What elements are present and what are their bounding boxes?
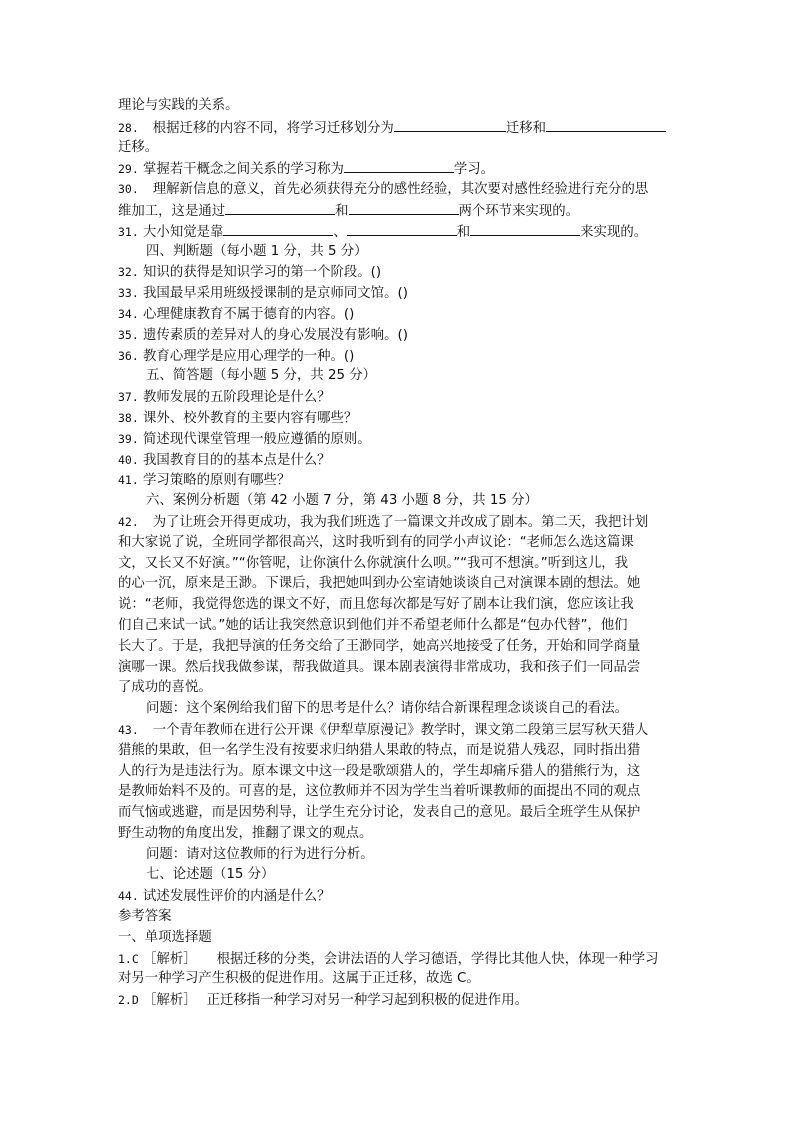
analysis-tag: ［解析］ (143, 993, 197, 1009)
question-31 (118, 221, 678, 242)
question-number: 31. (118, 224, 139, 239)
question-32 (118, 262, 678, 283)
case-42-line: 了成功的喜悦。 (118, 680, 212, 696)
case-42-line: 和大家说了说，全班同学都很高兴，这时我听到有的同学小声议论：“老师怎么选这篇课 (118, 534, 634, 550)
question-33 (118, 283, 678, 304)
question-44 (118, 886, 678, 907)
analysis-tag: ［解析］ (143, 951, 197, 967)
document-page (118, 96, 678, 1011)
answer-blank[interactable] (344, 158, 454, 173)
case-42-line: 文，又长又不好演。”“你管呢，让你演什么你就演什么呗。”“我可不想演。”听到这儿，我 (118, 555, 629, 571)
question-text: 根据迁移的内容不同，将学习迁移划分为 (152, 120, 394, 136)
question-number: 38. (118, 410, 139, 425)
question-number: 33. (118, 286, 139, 301)
question-39 (118, 429, 678, 450)
question-text: 学习策略的原则有哪些？ (143, 473, 291, 489)
answer-blank[interactable] (349, 200, 459, 215)
question-text: 课外、校外教育的主要内容有哪些？ (143, 410, 358, 426)
answer-1-cont: 对另一种学习产生积极的促进作用。这属于正迁移，故选 C。 (118, 971, 480, 987)
answer-blank[interactable] (546, 117, 666, 132)
answer-blank[interactable] (470, 221, 580, 236)
case-text: 为了让班会开得更成功，我为我们班选了一篇课文并改成了剧本。第二天，我把计划 (152, 514, 649, 530)
question-number: 40. (118, 452, 139, 467)
question-38 (118, 408, 678, 429)
continuation-line (118, 96, 678, 117)
answer-blank[interactable] (223, 221, 333, 236)
answer-text: 根据迁移的分类，会讲法语的人学习德语，学得比其他人快，体现一种学习 (216, 951, 659, 967)
case-42-line: 的心一沉，原来是王渺。下课后，我把她叫到办公室请她谈谈自己对演课本剧的想法。她 (118, 576, 641, 592)
question-number: 32. (118, 265, 139, 280)
answer-number: 1.C (118, 951, 139, 966)
question-29 (118, 158, 678, 179)
text: 理论与实践的关系。 (118, 98, 239, 113)
answers-section-title: 一、单项选择题 (118, 929, 212, 945)
question-30-cont (118, 200, 678, 221)
case-43-line: 人的行为是违法行为。原本课文中这一段是歌颂猎人的，学生却痛斥猎人的猎熊行为，这 (118, 763, 641, 779)
question-35 (118, 325, 678, 346)
question-number: 44. (118, 889, 139, 904)
case-43-line: 猎熊的果敢，但一名学生没有按要求归纳猎人果敢的特点，而是说猎人残忍，同时指出猎 (118, 742, 641, 758)
question-text: 和 (456, 224, 471, 240)
answer-2 (118, 990, 678, 1011)
question-text: 学习。 (453, 162, 495, 178)
question-text: 知识的获得是知识学习的第一个阶段。() (143, 265, 382, 281)
section-title-case-analysis: 六、案例分析题（第 42 小题 7 分，第 43 小题 8 分，共 15 分） (146, 493, 538, 509)
answers-heading: 参考答案 (118, 909, 172, 925)
question-40 (118, 450, 678, 471)
question-text: 两个环节来实现的。 (458, 203, 580, 219)
case-43-question: 问题：请对这位教师的行为进行分析。 (146, 846, 374, 862)
question-number: 37. (118, 390, 139, 405)
question-28 (118, 117, 678, 138)
case-42-line (118, 512, 678, 533)
case-42-line: 说：“老师，我觉得您选的课文不好，而且您每次都是写好了剧本让我们演，您应该让我 (118, 597, 634, 613)
question-37 (118, 387, 678, 408)
question-text: 我国教育目的的基本点是什么？ (143, 452, 331, 468)
question-text: 迁移和 (505, 120, 546, 136)
section-title-judgment: 四、判断题（每小题 1 分，共 5 分） (146, 243, 368, 259)
question-number: 36. (118, 348, 139, 363)
section-title-short-answer: 五、简答题（每小题 5 分，共 25 分） (146, 368, 377, 384)
question-36 (118, 346, 678, 367)
question-text: 理解新信息的意义，首先必须获得充分的感性经验，其次要对感性经验进行充分的思 (152, 182, 649, 198)
section-title-essay: 七、论述题（15 分） (146, 867, 275, 883)
question-text: 教师发展的五阶段理论是什么？ (143, 390, 331, 406)
question-text: 试述发展性评价的内涵是什么？ (143, 889, 331, 905)
case-43-line (118, 720, 678, 741)
case-43-line: 而气恼或逃避，而是因势利导，让学生充分讨论，发表自己的意见。最后全班学生从保护 (118, 805, 641, 821)
question-number: 42. (118, 514, 139, 529)
answer-blank[interactable] (347, 221, 457, 236)
question-text: 和 (335, 203, 349, 219)
answer-number: 2.D (118, 993, 139, 1008)
answer-text: 正迁移指一种学习对另一种学习起到积极的促进作用。 (206, 993, 528, 1009)
case-43-line: 野生动物的角度出发，推翻了课文的观点。 (118, 825, 373, 841)
case-text: 一个青年教师在进行公开课《伊犁草原漫记》教学时，课文第二段第三层写秋天猎人 (152, 722, 649, 738)
question-text: 、 (333, 224, 347, 240)
question-text: 迁移。 (118, 139, 159, 155)
question-34 (118, 304, 678, 325)
case-42-question: 问题：这个案例给我们留下的思考是什么？请你结合新课程理念谈谈自己的看法。 (146, 701, 629, 717)
question-text: 来实现的。 (580, 224, 648, 240)
question-number: 34. (118, 306, 139, 321)
answer-blank[interactable] (394, 117, 506, 132)
question-text: 维加工，这是通过 (118, 203, 226, 219)
question-number: 28. (118, 120, 139, 135)
question-text: 教育心理学是应用心理学的一种。() (143, 348, 355, 364)
question-text: 掌握若干概念之间关系的学习称为 (143, 162, 344, 178)
question-number: 41. (118, 473, 139, 488)
question-28-cont (118, 138, 678, 159)
question-number: 29. (118, 162, 139, 177)
question-text: 心理健康教育不属于德育的内容。() (143, 306, 355, 322)
case-42-line: 长大了。于是，我把导演的任务交给了王渺同学，她高兴地接受了任务，开始和同学商量 (118, 638, 641, 654)
case-43-line: 是教师始料不及的。可喜的是，这位教师并不因为学生当着听课教师的面提出不同的观点 (118, 784, 641, 800)
answer-blank[interactable] (225, 200, 335, 215)
question-text: 我国最早采用班级授课制的是京师同文馆。() (143, 286, 408, 302)
case-42-line: 们自己来试一试。”她的话让我突然意识到他们并不希望老师什么都是“包办代替”，他们 (118, 617, 628, 633)
question-text: 简述现代课堂管理一般应遵循的原则。 (143, 431, 371, 447)
question-number: 43. (118, 722, 139, 737)
question-41 (118, 470, 678, 491)
question-text: 大小知觉是靠 (143, 224, 224, 240)
question-30 (118, 179, 678, 200)
question-number: 35. (118, 327, 139, 342)
answer-1 (118, 949, 678, 970)
question-number: 39. (118, 431, 139, 446)
question-number: 30. (118, 182, 139, 197)
case-42-line: 演哪一课。然后找我做参谋，帮我做道具。课本剧表演得非常成功，我和孩子们一同品尝 (118, 659, 641, 675)
question-text: 遗传素质的差异对人的身心发展没有影响。() (143, 327, 408, 343)
